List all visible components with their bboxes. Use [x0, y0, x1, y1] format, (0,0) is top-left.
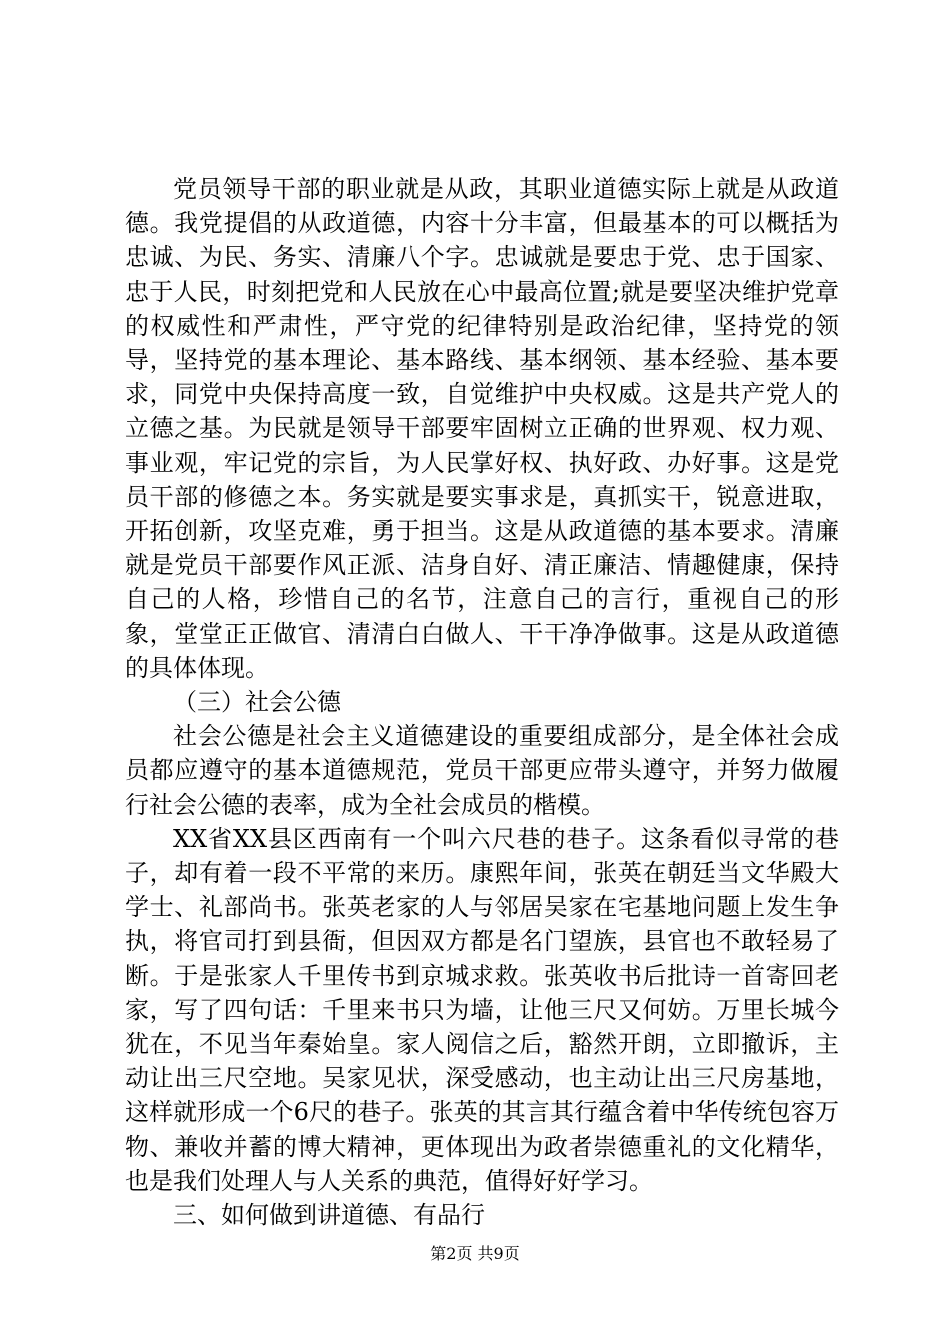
paragraph-political-ethics: 党员领导干部的职业就是从政，其职业道德实际上就是从政道德。我党提倡的从政道德，内容十分丰富，但最基本的可以概括为忠诚、为民、务实、清廉八个字。忠诚就是要忠于党、忠于国家、忠于人民，时刻把党和人民放在心中最高位置;就是要坚决维护党章的权威性和严肃性，严守党的纪律特别是政治纪律，坚持党的领导，坚持党的基本理论、基本路线、基本纲领、基本经验、基本要求，同党中央保持高度一致，自觉维护中央权威。这是共产党人的立德之基。为民就是领导干部要牢固树立正确的世界观、权力观、事业观，牢记党的宗旨，为人民掌好权、执好政、办好事。这是党员干部的修德之本。务实就是要实事求是，真抓实干，锐意进取，开拓创新，攻坚克难，勇于担当。这是从政道德的基本要求。清廉就是党员干部要作风正派、洁身自好、清正廉洁、情趣健康，保持自己的人格，珍惜自己的名节，注意自己的言行，重视自己的形象，堂堂正正做官、清清白白做人、干干净净做事。这是从政道德的具体体现。 [125, 175, 839, 682]
paragraph-social-ethics: 社会公德是社会主义道德建设的重要组成部分，是全体社会成员都应遵守的基本道德规范，党员干部更应带头遵守，并努力做履行社会公德的表率，成为全社会成员的楷模。 [125, 722, 839, 819]
section-heading-social-ethics: （三）社会公德 [173, 688, 341, 717]
paragraph-six-chi-lane-story: XX省XX县区西南有一个叫六尺巷的巷子。这条看似寻常的巷子，却有着一段不平常的来历。康熙年间，张英在朝廷当文华殿大学士、礼部尚书。张英老家的人与邻居吴家在宅基地问题上发生争执，将官司打到县衙，但因双方都是名门望族，县官也不敢轻易了断。于是张家人千里传书到京城求救。张英收书后批诗一首寄回老家，写了四句话：千里来书只为墙，让他三尺又何妨。万里长城今犹在，不见当年秦始皇。家人阅信之后，豁然开朗，立即撤诉，主动让出三尺空地。吴家见状，深受感动，也主动让出三尺房基地，这样就形成一个6尺的巷子。张英的其言其行蕴含着中华传统包容万物、兼收并蓄的博大精神，更体现出为政者崇德重礼的文化精华，也是我们处理人与人关系的典范，值得好好学习。 [125, 824, 839, 1195]
page-footer: 第2页 共9页 [430, 1244, 520, 1263]
document-body [125, 172, 839, 1232]
section-heading-how-to: 三、如何做到讲道德、有品行 [173, 1201, 485, 1230]
